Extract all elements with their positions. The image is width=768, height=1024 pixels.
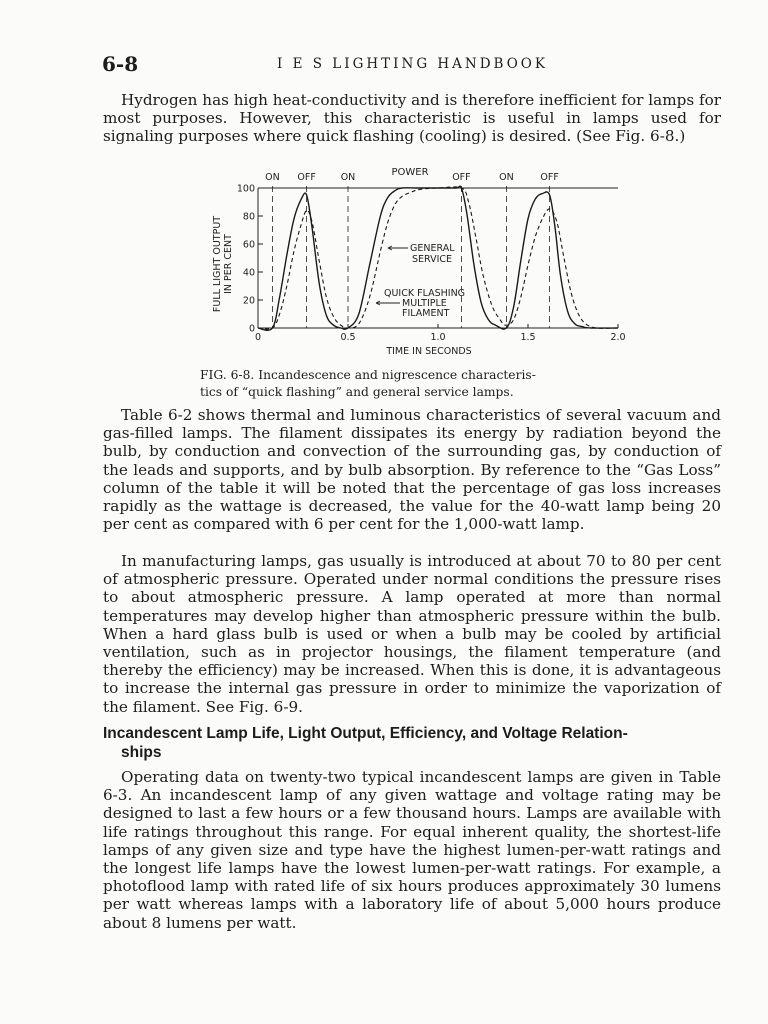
x-tick-label: 1.0 [430,332,446,343]
x-tick-label: 2.0 [610,332,626,343]
quick-flashing-arrow [376,301,400,305]
running-title: I E S LIGHTING HANDBOOK [277,56,548,72]
figure-6-8 [200,162,640,362]
figure-caption-line-1: FIG. 6-8. Incandescence and nigrescence characteris- [200,368,536,382]
paragraph-manufacturing: In manufacturing lamps, gas usually is introduced at about 70 to 80 per cent of atmospheric pressure. Operated under normal conditions the pressure rises to about atmospheric pressure. A lamp operated at more than normal temperatures may develop higher than atmospheric pressure within the bulb. When a hard glass bulb is used or when a bulb may be cooled by artificial ventilation, such as in projector housings, the filament temperature (and thereby the efficiency) may be increased. When this is done, it is advantageous to increase the internal gas pressure in order to minimize the vaporization of the filament. See Fig. 6-9. [103,552,721,716]
y-axis-label-1: FULL LIGHT OUTPUT [212,215,223,313]
annotation-service: SERVICE [412,254,453,265]
annotation-filament: FILAMENT [402,308,450,319]
paragraph-hydrogen: Hydrogen has high heat-conductivity and is therefore inefficient for lamps for most purposes. However, this characteristic is useful in lamps used for signaling purposes where quick flashing (cooling) is desired. (See Fig. 6-8.) [103,91,721,146]
switch-label: OFF [297,172,316,183]
annotation-multiple: MULTIPLE [402,298,447,309]
section-heading [103,724,721,762]
power-label: POWER [391,167,429,178]
x-tick-label: 0 [254,332,262,343]
figure-caption [200,367,620,401]
section-heading-line-2: ships [121,744,162,761]
switch-label: ON [340,172,356,183]
annotation-quick-flashing: QUICK FLASHING [384,288,466,299]
page-number: 6-8 [102,52,139,76]
y-tick-label: 40 [242,267,255,279]
paragraph-table-6-2: Table 6-2 shows thermal and luminous characteristics of several vacuum and gas-filled lamps. The filament dissipates its energy by radiation beyond the bulb, by conduction and convection of the surrounding gas, by conduction of the leads and supports, and by bulb absorption. By reference to the “Gas Loss” column of the table it will be noted that the percentage of gas loss increases rapidly as the wattage is decreased, the value for the 40-watt lamp being 20 per cent as compared with 6 per cent for the 1,000-watt lamp. [103,406,721,534]
y-tick-label: 20 [242,295,255,307]
y-tick-label: 0 [248,323,255,335]
switch-label: ON [265,172,280,183]
x-tick-label: 1.5 [520,332,536,343]
annotation-general: GENERAL [410,243,455,254]
switch-label: OFF [452,172,471,183]
y-axis-label-2: IN PER CENT [223,234,234,294]
figure-caption-line-2: tics of “quick flashing” and general service lamps. [200,385,514,399]
y-tick-label: 60 [242,239,255,251]
y-tick-label: 80 [242,211,255,223]
section-heading-line-1: Incandescent Lamp Life, Light Output, Efficiency, and Voltage Relation- [103,725,628,742]
switch-label: OFF [540,172,559,183]
page-header [102,52,720,76]
y-tick-label: 100 [236,183,255,195]
switch-label: ON [499,172,514,183]
x-axis-label: TIME IN SECONDS [386,346,472,357]
x-tick-label: 0.5 [340,332,356,343]
flash-chart [200,162,640,362]
general-service-arrow [388,246,408,250]
paragraph-operating-data: Operating data on twenty-two typical incandescent lamps are given in Table 6-3. An incandescent lamp of any given wattage and voltage rating may be designed to last a few hours or a few thousand hours. Lamps are available with life ratings throughout this range. For equal inherent quality, the shortest-life lamps of any given size and type have the highest lumen-per-watt ratings and the longest life lamps have the lowest lumen-per-watt ratings. For example, a photoflood lamp with rated life of six hours produces approximately 30 lumens per watt whereas lamps with a laboratory life of about 5,000 hours produce about 8 lumens per watt. [103,768,721,932]
